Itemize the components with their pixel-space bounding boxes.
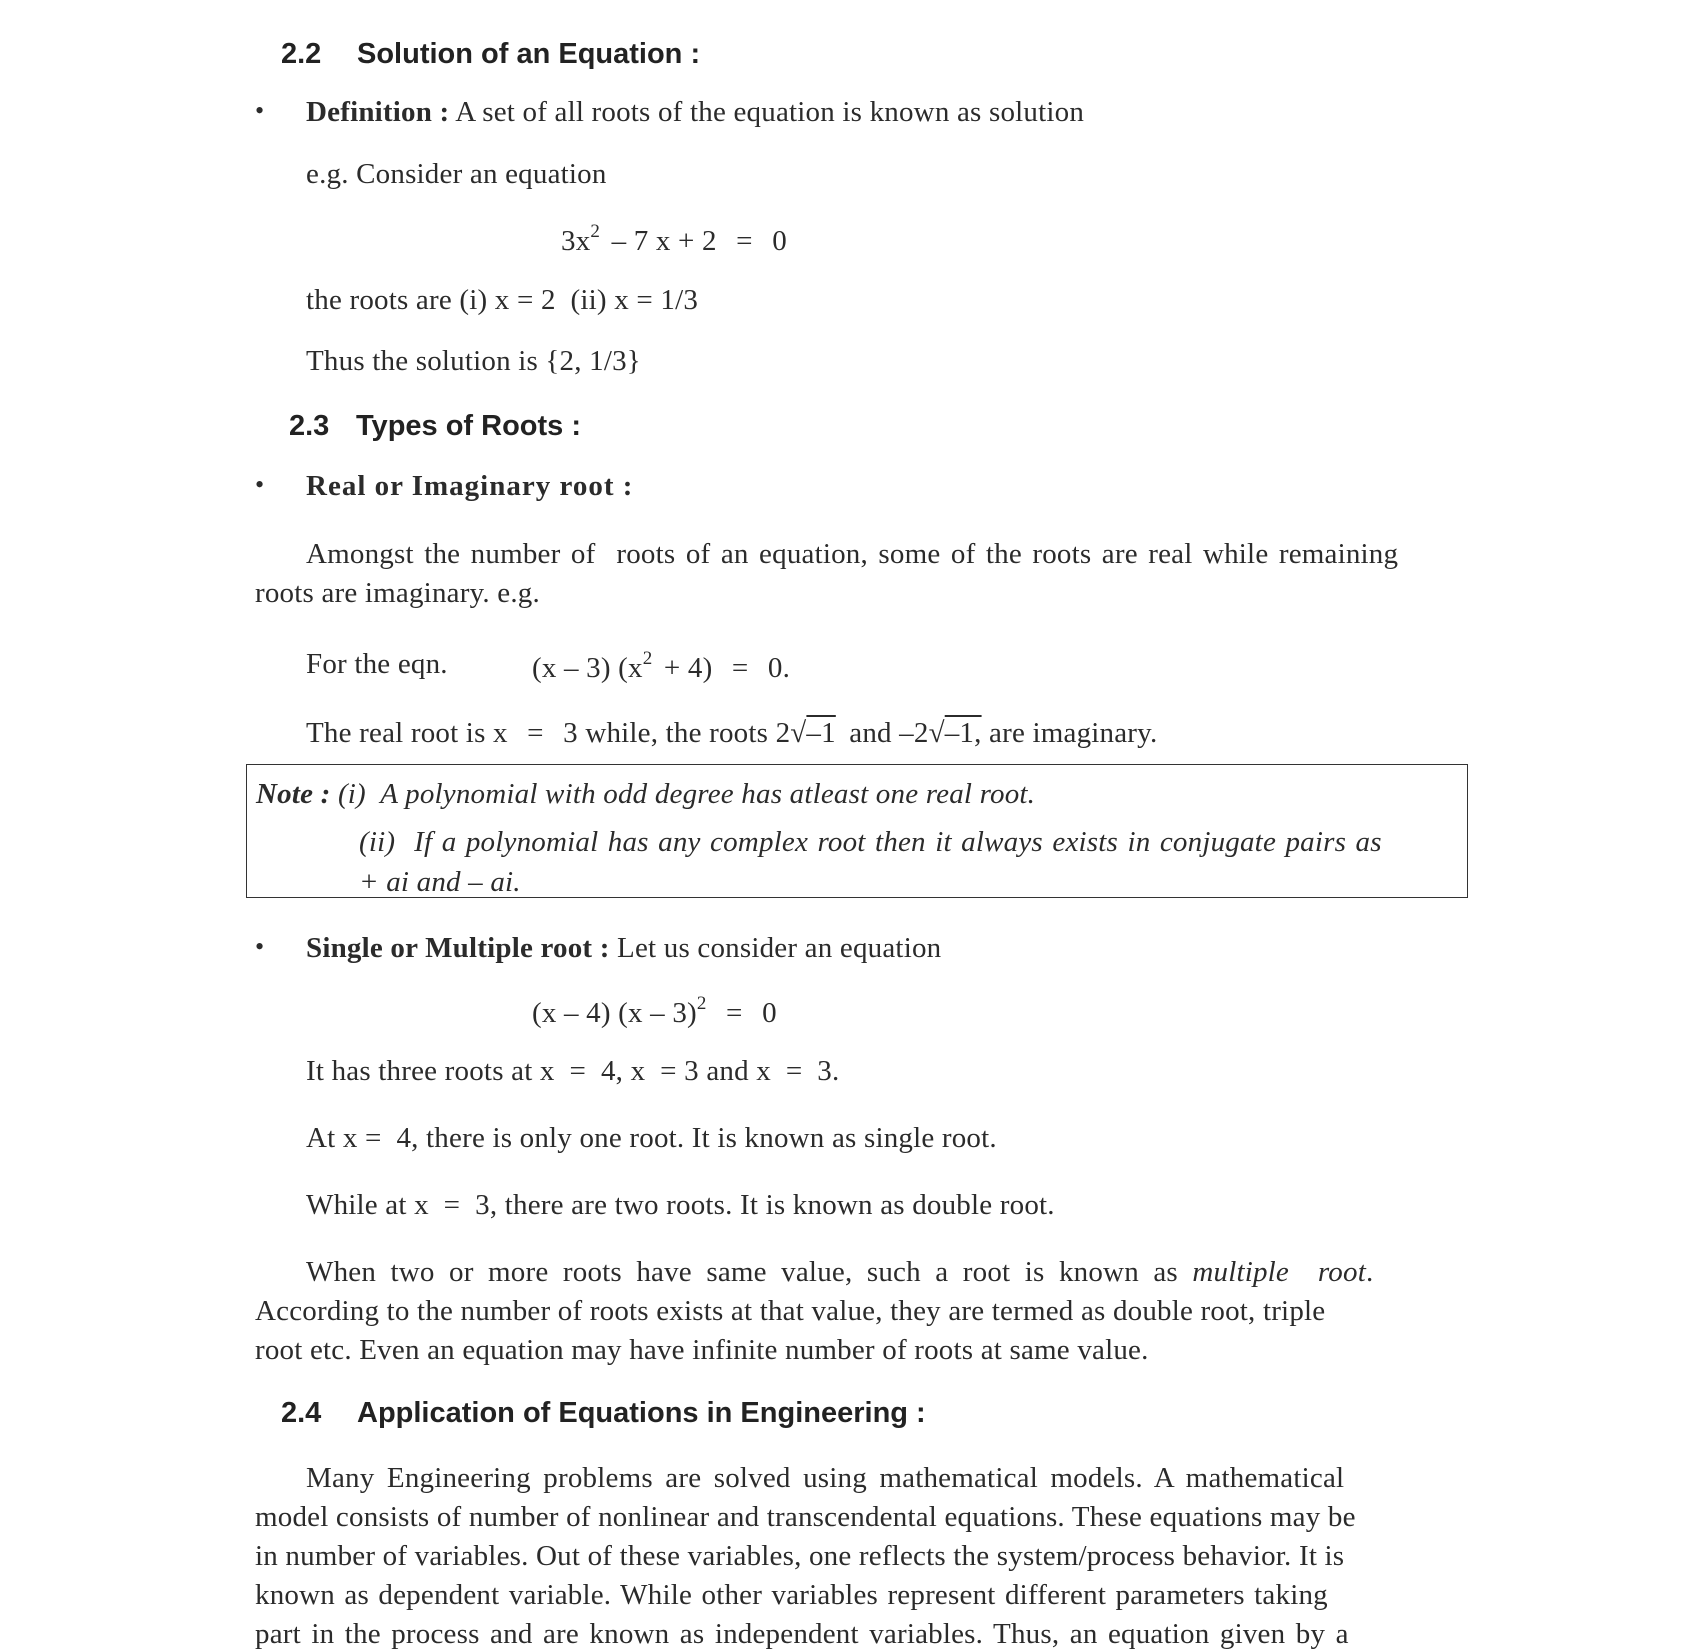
real-root-b: 3 while, the roots 2 (563, 717, 791, 749)
para3-line2: model consists of number of nonlinear and transcendental equations. These equations may be (255, 1501, 1356, 1533)
double-root-line: While at x = 3, there are two roots. It is known as double root. (306, 1189, 1055, 1221)
eg-intro: e.g. Consider an equation (306, 158, 607, 190)
para3-line5: part in the process and are known as independent variables. Thus, an equation given by a (255, 1618, 1349, 1650)
section-2-4-number: 2.4 (281, 1397, 322, 1429)
solution-line: Thus the solution is {2, 1/3} (306, 345, 641, 377)
equation-3 (532, 993, 777, 1030)
real-root-line (306, 717, 1157, 750)
equation-1 (561, 221, 787, 258)
eq2-rhs: 0. (767, 652, 791, 684)
eq1-equals: = (736, 225, 753, 257)
eq2-exponent: 2 (642, 648, 653, 669)
eq2-label: For the eqn. (306, 648, 448, 680)
section-2-2-number: 2.2 (281, 38, 322, 70)
eq3-rhs: 0 (762, 997, 777, 1029)
note-label: Note : (256, 778, 331, 810)
radical-1: √ (790, 717, 807, 749)
definition-term: Definition : (306, 96, 450, 128)
radicand-2: –1, (944, 717, 982, 749)
para3-line1: Many Engineering problems are solved using mathematical models. A mathematical (306, 1462, 1345, 1494)
single-multiple-text: Let us consider an equation (617, 932, 942, 964)
section-2-3-number: 2.3 (289, 410, 330, 442)
note-item-2-cont: + ai and – ai. (359, 866, 521, 898)
eq1-lhs-b: – 7 x + 2 (611, 225, 717, 257)
bullet-single-multiple: • (255, 932, 265, 961)
para1-line1: Amongst the number of roots of an equation, some of the roots are real while remaining (306, 538, 1399, 570)
eq3-exponent: 2 (696, 993, 707, 1014)
definition-line (306, 96, 1084, 129)
para2-line3: root etc. Even an equation may have infinite number of roots at same value. (255, 1334, 1149, 1366)
note-item-2: (ii) If a polynomial has any complex root then it always exists in conjugate pairs as (359, 826, 1382, 858)
bullet-real-imag: • (255, 470, 265, 499)
real-imag-term (306, 470, 633, 503)
roots-line: the roots are (i) x = 2 (ii) x = 1/3 (306, 284, 699, 316)
eq2-b: + 4) (663, 652, 713, 684)
section-2-2-title: Solution of an Equation : (357, 38, 701, 70)
radicand-1: –1 (806, 717, 836, 749)
single-root-line: At x = 4, there is only one root. It is known as single root. (306, 1122, 997, 1154)
eq1-rhs: 0 (772, 225, 787, 257)
equation-2 (532, 648, 790, 685)
note-item-1: (i) A polynomial with odd degree has atleast one real root. (337, 778, 1036, 810)
para2-line1 (306, 1256, 1373, 1289)
eq1-lhs-a: 3x (561, 225, 591, 257)
eq1-exponent: 2 (590, 221, 601, 242)
para2-line1a: When two or more roots have same value, such a root is known as (306, 1256, 1193, 1288)
eq3-equals: = (726, 997, 743, 1029)
note-line1 (256, 778, 1035, 811)
definition-text: A set of all roots of the equation is known as solution (455, 96, 1085, 128)
single-multiple-line (306, 932, 941, 965)
para2-line1c: . (1365, 1256, 1374, 1288)
para1-line2: roots are imaginary. e.g. (255, 577, 540, 609)
eq3-a: (x – 4) (x – 3) (532, 997, 697, 1029)
eq2-a: (x – 3) (x (532, 652, 643, 684)
single-multiple-term: Single or Multiple root : (306, 932, 610, 964)
para2-term: multiple root (1192, 1256, 1366, 1288)
section-2-3-title: Types of Roots : (356, 410, 582, 442)
para3-line4: known as dependent variable. While other variables represent different parameters taking (255, 1579, 1328, 1611)
radical-2: √ (928, 717, 945, 749)
para2-line2: According to the number of roots exists at that value, they are termed as double root, triple (255, 1295, 1326, 1327)
para3-line3: in number of variables. Out of these variables, one reflects the system/process behavior. It is (255, 1540, 1345, 1572)
bullet-definition: • (255, 96, 265, 125)
real-root-c: and –2 (849, 717, 929, 749)
three-roots-line: It has three roots at x = 4, x = 3 and x = 3. (306, 1055, 840, 1087)
real-root-d: are imaginary. (989, 717, 1158, 749)
section-2-4-title: Application of Equations in Engineering : (357, 1397, 926, 1429)
real-root-eq: = (527, 717, 544, 749)
eq2-equals: = (731, 652, 749, 684)
real-root-a: The real root is x (306, 717, 508, 749)
real-imag-term-text: Real or Imaginary root : (306, 470, 634, 502)
